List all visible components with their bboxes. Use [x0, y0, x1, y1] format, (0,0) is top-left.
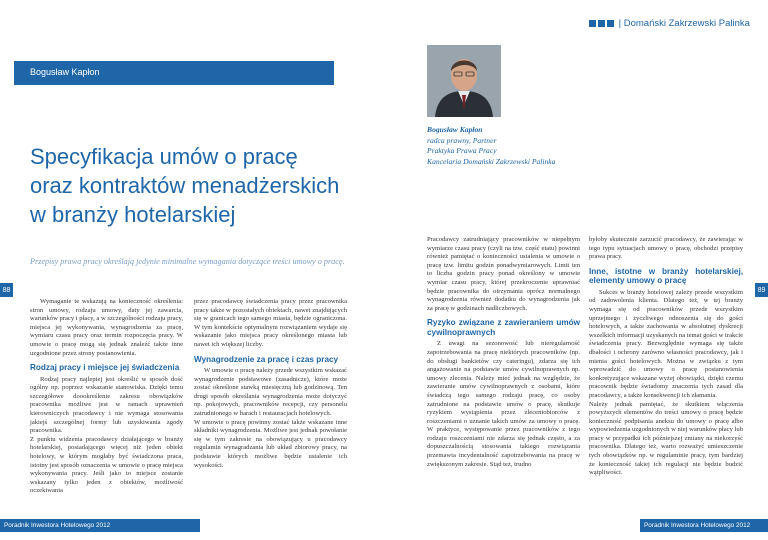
brand-square-icon: [598, 20, 605, 27]
paragraph: Wymaganie te wskazują na konieczność określenia: stron umowy, rodzaju umowy, daty jej zawarcia, warunków pracy i płacy, a w szczególności rodzaju pracy, miejsca jej wykonywania, wynagrodzenia za pracę, wymiaru czasu pracy oraz termin rozpoczęcia pracy. W umowie o pracę mogą się jednak znaleźć także inne uzgodnione przez strony postanowienia.: [30, 298, 183, 357]
author-credits: [427, 125, 555, 167]
page-number-right: 89: [755, 283, 768, 297]
footer-band-right: [640, 519, 768, 532]
paragraph: Sukces w branży hotelowej zależy przede wszystkim od zadowolenia klienta. Dlatego też, w tej branży wymaga się od pracowników przede wszystkim uprzejmego i życzliwego odnoszenia się do gości hotelowych, a także zachowania w absolutnej dyskrecji wszelkich informacji uzyskanych na temat gości w trakcie świadczenia pracy. Bezwzględnie wymaga się także dbałości i ochrony zarówno własności pracodawcy, jak i mienia gości hotelowych. Można w związku z tym wprowadzić do umowy o pracę postanowienia konkretyzujące wskazane wyżej obowiązki, dzięki czemu pracownik będzie świadomy znaczenia tych zasad dla pracodawcy, a także konsekwencji ich złamania.: [589, 288, 743, 399]
section-heading: Wynagrodzenie za pracę i czas pracy: [194, 354, 339, 364]
title-line: w branży hotelarskiej: [30, 202, 236, 227]
footer-band-left: [0, 519, 200, 532]
credits-role: radca prawny, Partner: [427, 135, 497, 145]
section-heading: Ryzyko związane z zawieraniem umów cywilnoprawnych: [427, 318, 580, 337]
paragraph: byłoby skutecznie zarzucić pracodawcy, że zawierając w tego typu sytuacjach umowy o pracę, obchodzi przepisy prawa pracy.: [589, 236, 743, 261]
article-lede: Przepisy prawa pracy określają jedynie minimalne wymagania dotyczące treści umowy o pracę.: [30, 257, 345, 266]
paragraph: Z punktu widzenia pracodawcy działającego w branży hotelarskiej, posiadającego więcej niż jeden obiekt hotelowy, w którym mogłaby być świadczona praca, istotny jest sposób oznaczenia w umowie o pracę miejsca wykonywania pracy. Jeśli jako to miejsce zostanie wskazany tylko jeden z obiektów, możliwość oczekiwania: [30, 435, 183, 495]
paragraph: Rodzaj pracy najlepiej jest określić w sposób dość ogólny np. poprzez wskazanie stanowiska. Dzięki temu szczegółowe doookreślenie zakresu obowiązków pracownika możliwe jest w ramach uprawnień kierowniczych pracodawcy i nie wymaga stosowania jakiejś szczególnej formy lub uzyskiwania zgody pracownika.: [30, 375, 183, 435]
credits-practice: Praktyka Prawa Pracy: [427, 146, 497, 155]
paragraph: przez pracodawcę świadczenia pracy przez pracownika pracy także w pozostałych obiektach, nawet znajdujących się w granicach tego samego miasta, będzie ograniczona. W tym kontekście optymalnym rozwiązaniem wydaje się wskazanie jako miejsca pracy określonego miasta lub nawet ich większej liczby.: [194, 298, 347, 348]
article-title: [30, 142, 339, 229]
portrait-icon: [427, 45, 501, 117]
title-line: Specyfikacja umów o pracę: [30, 144, 298, 169]
title-line: oraz kontraktów menadżerskich: [30, 173, 340, 198]
credits-firm: Kancelaria Domański Zakrzewski Palinka: [427, 156, 556, 166]
paragraph: Z uwagi na sezonowość lub nieregularność zapotrzebowania na pracę niektórych pracowników (np. do obsługi bankietów czy cateringu), zdarza się ich angażowanie na podstawie umów cywilnoprawnych np. umowy zlecenia. Należy mieć jednak na względzie, że zawieranie umów cywilnoprawnych z osobami, które świadczą tego samego rodzaju pracę, co osoby zatrudnione na podstawie umów o pracę, skutkuje ryzykiem wystąpienia przez zleceniobiorców z roszczeniami o uznanie takich umów za umowy o pracę. W praktyce, występowanie przez pracowników z tego rodzaju roszczeniami nie zdarza się jednak często, a za dopuszczalnością stosowania takiego rozwiązania przemawia incydentalność zapotrzebowania na pracę w zwiększonym zakresie. Stąd też, trudno: [427, 340, 580, 468]
credits-name: Bogusław Kapłon: [427, 125, 483, 134]
brand-name: Domański Zakrzewski Palinka: [623, 18, 750, 29]
paragraph: Należy jednak pamiętać, że skutkiem włączenia powyższych elementów do treści umowy o pracę będzie konieczność podpisania aneksu do umowy o pracę albo wypowiedzenia uzgodnionych w niej warunków płacy lub pracy w przypadku ich późniejszej zmiany na niekorzyść pracownika. Dlatego też, warto rozważyć umieszczenie tych obowiązków np. w regulaminie pracy, tym bardziej że konieczność takiej ich regulacji nie będzie budzić wątpliwości.: [589, 400, 743, 477]
section-heading: Rodzaj pracy i miejsce jej świadczenia: [30, 363, 180, 373]
page-number-left: 88: [0, 283, 13, 297]
author-name: Bogusław Kapłon: [30, 67, 100, 77]
brand-square-icon: [607, 20, 614, 27]
footer-text-right: Poradnik Inwestora Hotelowego 2012: [644, 522, 751, 529]
text-column-1: [30, 298, 183, 496]
paragraph: W umowie o pracę powinny zostać także wskazane inne składniki wynagrodzenia. Możliwe jest jednak powołanie się w tym zakresie na obowiązujący u pracodawcy regulamin wynagradzania lub układ zbiorowy pracy, na podstawie których możliwe będzie ustalenie ich wysokości.: [194, 418, 347, 469]
section-heading: Inne, istotne w branży hotelarskiej, elementy umowy o pracę: [589, 266, 743, 286]
paragraph: Pracodawcy zatrudniający pracowników w niepełnym wymiarze czasu pracy (czyli na tzw. część etatu) powinni również pamiętać o konieczności ustalenia w umowie o pracę tzw. limitu godzin ponadwymiarowych. Limit ten to liczba godzin pracy ponad określony w umowie wymiar czasu pracy, której przekroczenie uprawniać będzie pracownika do otrzymania oprócz normalnego wynagrodzenia również dodatku do wynagrodzenia jak za pracę w godzinach nadliczbowych.: [427, 236, 580, 312]
text-column-4: [589, 236, 743, 478]
brand-header: | Domański Zakrzewski Palinka: [589, 18, 750, 29]
text-column-3: [427, 236, 580, 469]
author-photo: [427, 45, 501, 117]
text-column-2: [194, 298, 347, 470]
footer-text-left: Poradnik Inwestora Hotelowego 2012: [4, 522, 111, 529]
brand-square-icon: [589, 20, 596, 27]
paragraph: W umowie o pracę należy przede wszystkim wskazać wynagrodzenie podstawowe (zasadnicze), które może zostać określone stawką miesięczną lub godzinową. Ten drugi sposób określania wynagrodzenia może dotyczyć np. pokojowych, pracowników recepcji, czy personelu zatrudnionego w barach i restauracjach hotelowych.: [194, 367, 347, 418]
